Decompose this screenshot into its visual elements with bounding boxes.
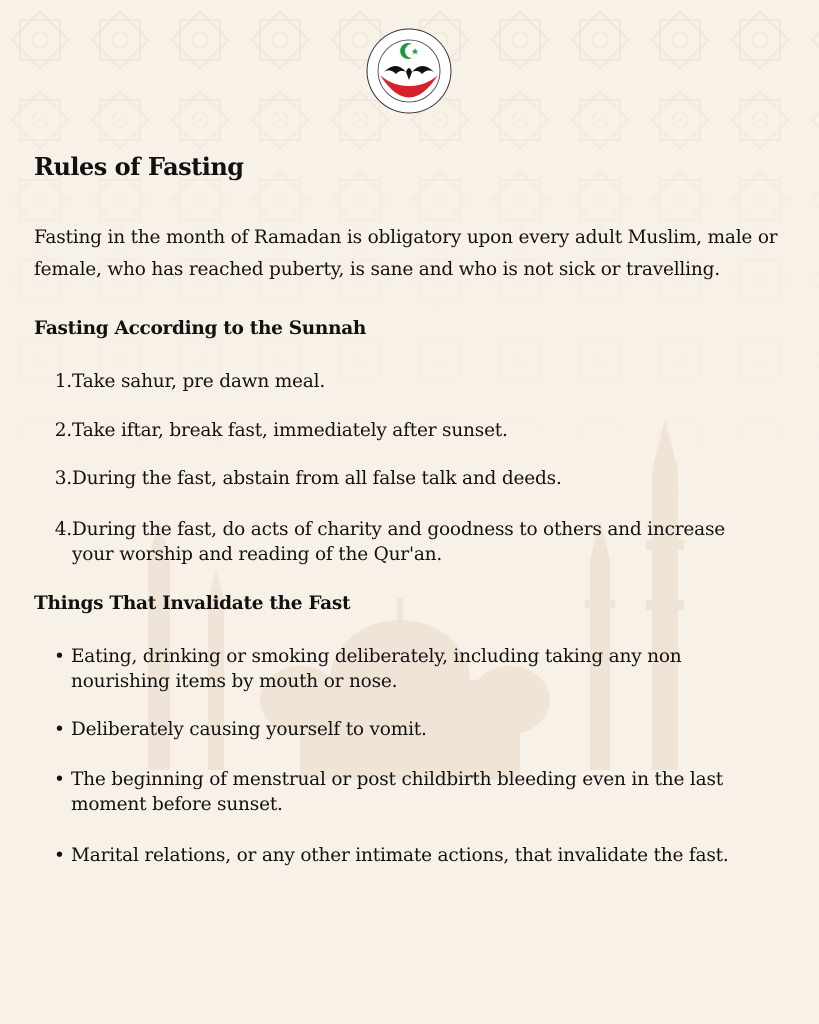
list-item-text: Deliberately causing yourself to vomit. — [71, 719, 427, 740]
invalidate-list-item — [54, 843, 784, 868]
list-item-text: Take sahur, pre dawn meal. — [72, 371, 326, 392]
bullet-marker: • — [54, 769, 65, 790]
list-item-text: During the fast, abstain from all false talk and deeds. — [72, 468, 562, 489]
list-item-text: Eating, drinking or smoking deliberately, including taking any non nourishing items by mouth or nose. — [71, 646, 682, 692]
list-number: 2. — [54, 420, 72, 441]
sunnah-list-item — [52, 517, 772, 567]
list-item-text: Take iftar, break fast, immediately after sunset. — [72, 420, 508, 441]
list-item-text: During the fast, do acts of charity and goodness to others and increase your worship and reading of the Qur'an. — [72, 519, 726, 565]
bullet-marker: • — [54, 719, 65, 740]
list-number: 3. — [54, 468, 72, 489]
invalidate-list-item — [54, 767, 784, 817]
invalidate-heading: Things That Invalidate the Fast — [34, 593, 351, 614]
invalidate-list-item — [54, 717, 784, 742]
sunnah-list-item — [52, 418, 772, 443]
sunnah-heading: Fasting According to the Sunnah — [34, 318, 367, 339]
invalidate-list-item — [54, 644, 784, 694]
sunnah-list-item — [52, 466, 772, 491]
list-item-text: The beginning of menstrual or post childbirth bleeding even in the last moment before sunset. — [71, 769, 723, 815]
bullet-marker: • — [54, 646, 65, 667]
list-number: 1. — [54, 371, 72, 392]
intro-paragraph: Fasting in the month of Ramadan is obligatory upon every adult Muslim, male or female, who has reached puberty, is sane and who is not sick or travelling. — [34, 227, 778, 280]
list-item-text: Marital relations, or any other intimate actions, that invalidate the fast. — [71, 845, 729, 866]
list-number: 4. — [54, 519, 72, 540]
bullet-marker: • — [54, 845, 65, 866]
organization-logo — [366, 28, 452, 114]
page-title: Rules of Fasting — [34, 152, 244, 181]
sunnah-list-item — [52, 369, 772, 394]
